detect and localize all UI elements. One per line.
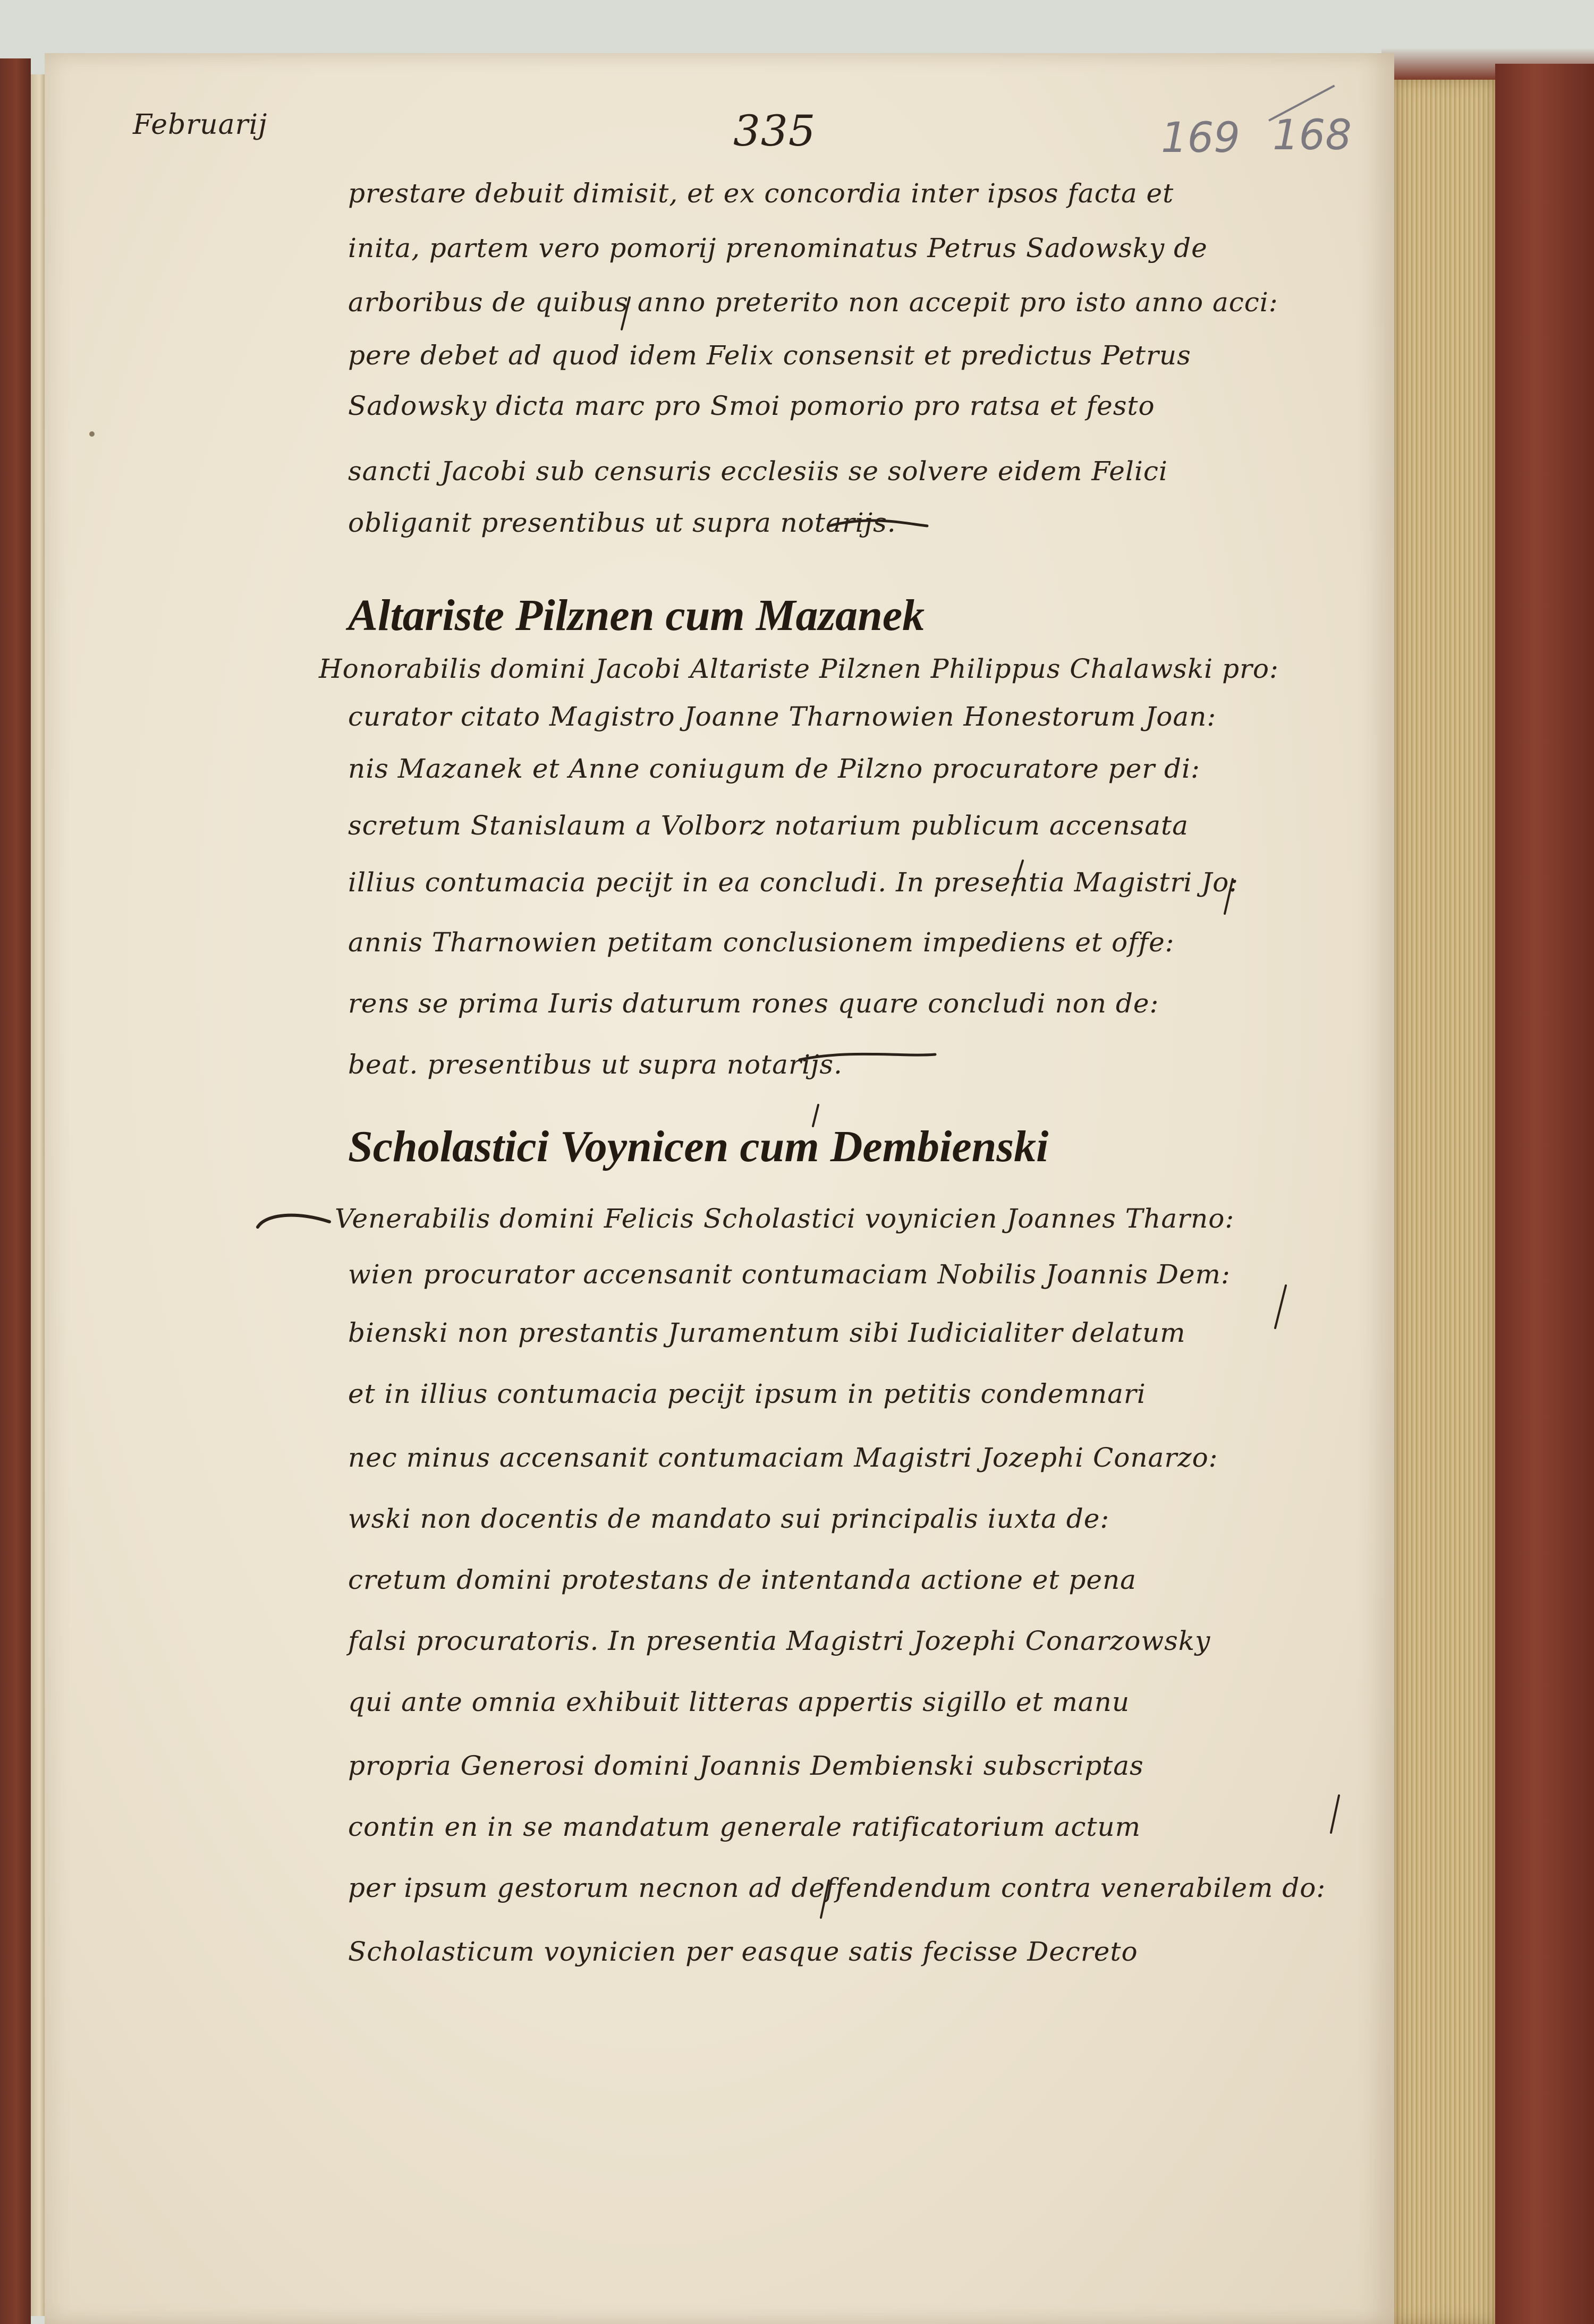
text-line: et in illius contumacia pecijt ipsum in petitis condemnari [348,1378,1146,1409]
text-line: bienski non prestantis Juramentum sibi Iudicialiter delatum [348,1317,1186,1348]
section-heading: Altariste Pilznen cum Mazanek [348,591,925,640]
folio-number-pencil-corrected: 168 [1273,112,1352,159]
section-heading: Scholastici Voynicen cum Dembienski [348,1122,1049,1171]
text-line: contin en in se mandatum generale ratificatorium actum [348,1811,1141,1842]
text-line: per ipsum gestorum necnon ad deffendendum contra venerabilem do: [348,1872,1326,1903]
text-line: nec minus accensanit contumaciam Magistri Jozephi Conarzo: [348,1442,1218,1473]
text-line: pere debet ad quod idem Felix consensit et predictus Petrus [348,340,1191,371]
text-line: scretum Stanislaum a Volborz notarium publicum accensata [348,810,1189,841]
text-line: sancti Jacobi sub censuris ecclesiis se solvere eidem Felici [348,456,1168,487]
text-line: Venerabilis domini Felicis Scholastici voynicien Joannes Tharno: [335,1203,1235,1234]
text-line: wien procurator accensanit contumaciam Nobilis Joannis Dem: [348,1259,1231,1290]
folio-number-pencil: 169 [1161,114,1240,162]
text-line: Honorabilis domini Jacobi Altariste Pilznen Philippus Chalawski pro: [319,653,1279,684]
margin-note-month: Februarij [133,109,268,141]
text-line: curator citato Magistro Joanne Tharnowien Honestorum Joan: [348,701,1217,732]
text-line: beat. presentibus ut supra notarijs. [348,1049,843,1080]
folio-number-ink: 335 [733,106,816,156]
text-line: nis Mazanek et Anne coniugum de Pilzno procuratore per di: [348,753,1200,784]
text-line: rens se prima Iuris daturum rones quare concludi non de: [348,988,1159,1019]
text-line: illius contumacia pecijt in ea concludi. In presentia Magistri Jo: [348,867,1239,898]
text-line: obliganit presentibus ut supra notarijs. [348,507,896,538]
text-line: Sadowsky dicta marc pro Smoi pomorio pro ratsa et festo [348,390,1155,421]
text-line: cretum domini protestans de intentanda actione et pena [348,1564,1137,1595]
text-line: annis Tharnowien petitam conclusionem impediens et offe: [348,927,1175,958]
text-line: Scholasticum voynicien per easque satis fecisse Decreto [348,1936,1138,1967]
text-line: prestare debuit dimisit, et ex concordia inter ipsos facta et [348,178,1174,209]
text-line: arboribus de quibus anno preterito non accepit pro isto anno acci: [348,287,1278,318]
page-stain [89,431,95,437]
text-line: wski non docentis de mandato sui principalis iuxta de: [348,1503,1110,1534]
text-line: inita, partem vero pomorij prenominatus Petrus Sadowsky de [348,233,1208,263]
text-line: propria Generosi domini Joannis Dembienski subscriptas [348,1750,1144,1781]
text-line: qui ante omnia exhibuit litteras appertis sigillo et manu [348,1687,1130,1717]
text-line: falsi procuratoris. In presentia Magistri Jozephi Conarzowsky [348,1625,1211,1656]
